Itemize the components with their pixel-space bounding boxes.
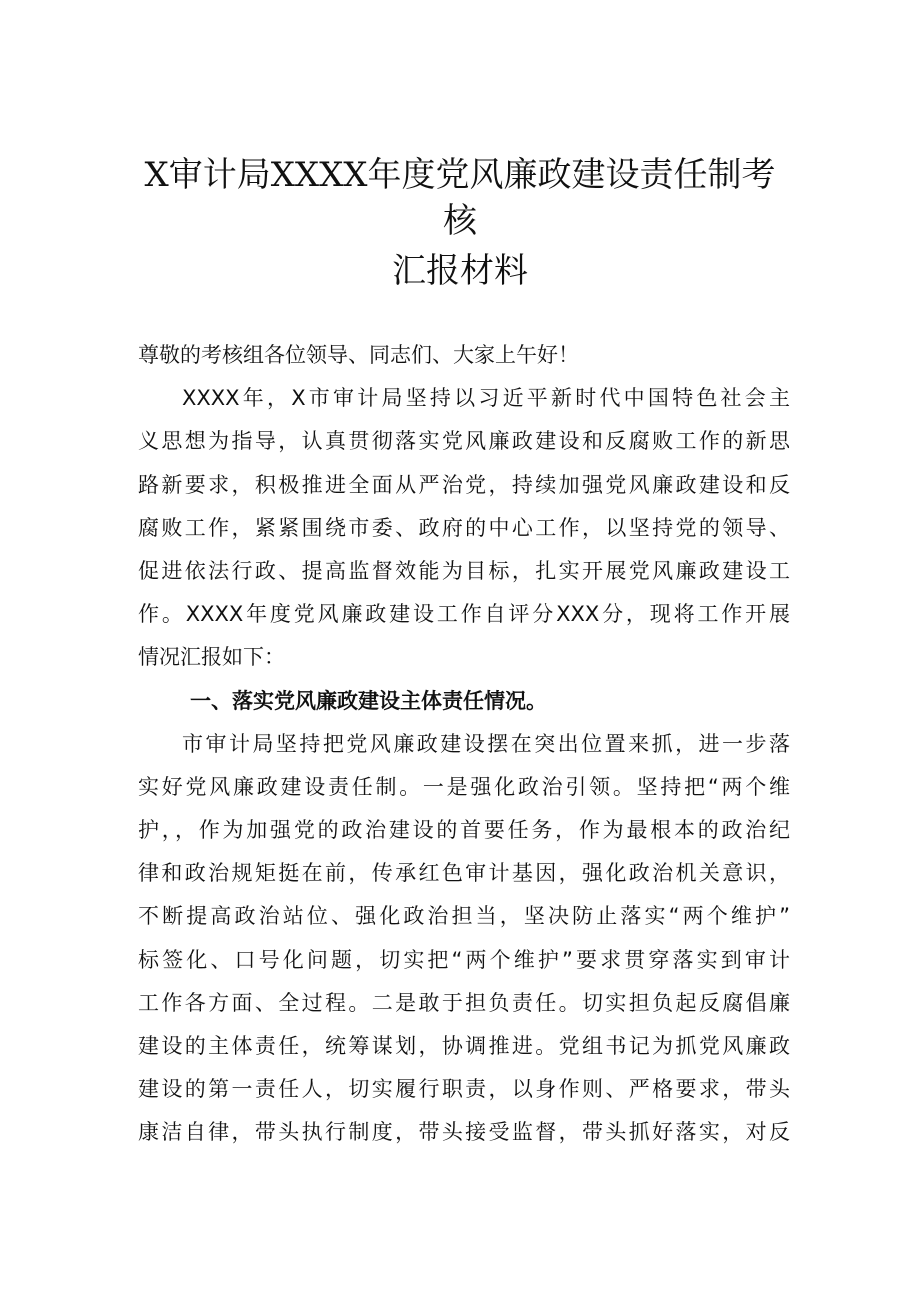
title-line-3: 汇报材料 (392, 251, 528, 291)
paragraph-line: 护，，作为加强党的政治建设的首要任务，作为最根本的政治纪 (138, 818, 790, 843)
paragraph-line: 情况汇报如下： (138, 645, 285, 670)
greeting: 尊敬的考核组各位领导、同志们、大家上午好！ (138, 343, 579, 367)
document-title (130, 152, 790, 294)
paragraph-1 (138, 377, 790, 679)
paragraph-line: 不断提高政治站位、强化政治担当，坚决防止落实“两个维护” (138, 904, 790, 929)
paragraph-line: 实好党风廉政建设责任制。一是强化政治引领。坚持把“两个维 (138, 774, 790, 799)
paragraph-line: XXXX年，X市审计局坚持以习近平新时代中国特色社会主 (182, 386, 790, 411)
paragraph-line: 促进依法行政、提高监督效能为目标，扎实开展党风廉政建设工 (138, 558, 790, 583)
paragraph-line: 路新要求，积极推进全面从严治党，持续加强党风廉政建设和反 (138, 472, 790, 497)
paragraph-line: 建设的第一责任人，切实履行职责，以身作则、严格要求，带头 (138, 1077, 790, 1102)
paragraph-line: 康洁自律，带头执行制度，带头接受监督，带头抓好落实，对反 (138, 1120, 790, 1145)
paragraph-line: 标签化、口号化问题，切实把“两个维护”要求贯穿落实到审计 (138, 947, 790, 972)
paragraph-line: 腐败工作，紧紧围绕市委、政府的中心工作，以坚持党的领导、 (138, 515, 790, 540)
section-heading: 一、落实党风廉政建设主体责任情况。 (190, 688, 547, 713)
paragraph-line: 律和政治规矩挺在前，传承红色审计基因，强化政治机关意识， (138, 861, 790, 886)
paragraph-line: 义思想为指导，认真贯彻落实党风廉政建设和反腐败工作的新思 (138, 429, 790, 454)
paragraph-line: 建设的主体责任，统筹谋划，协调推进。党组书记为抓党风廉政 (138, 1034, 790, 1058)
title-line-2: 核 (443, 201, 477, 241)
title-line-1: X审计局XXXX年度党风廉政建设责任制考 (144, 155, 776, 195)
paragraph-line: 作。XXXX年度党风廉政建设工作自评分XXX分，现将工作开展 (138, 602, 790, 627)
document-body (138, 334, 790, 1155)
paragraph-2 (138, 723, 790, 1155)
paragraph-line: 市审计局坚持把党风廉政建设摆在突出位置来抓，进一步落 (182, 731, 790, 756)
paragraph-line: 工作各方面、全过程。二是敢于担负责任。切实担负起反腐倡廉 (138, 990, 790, 1015)
